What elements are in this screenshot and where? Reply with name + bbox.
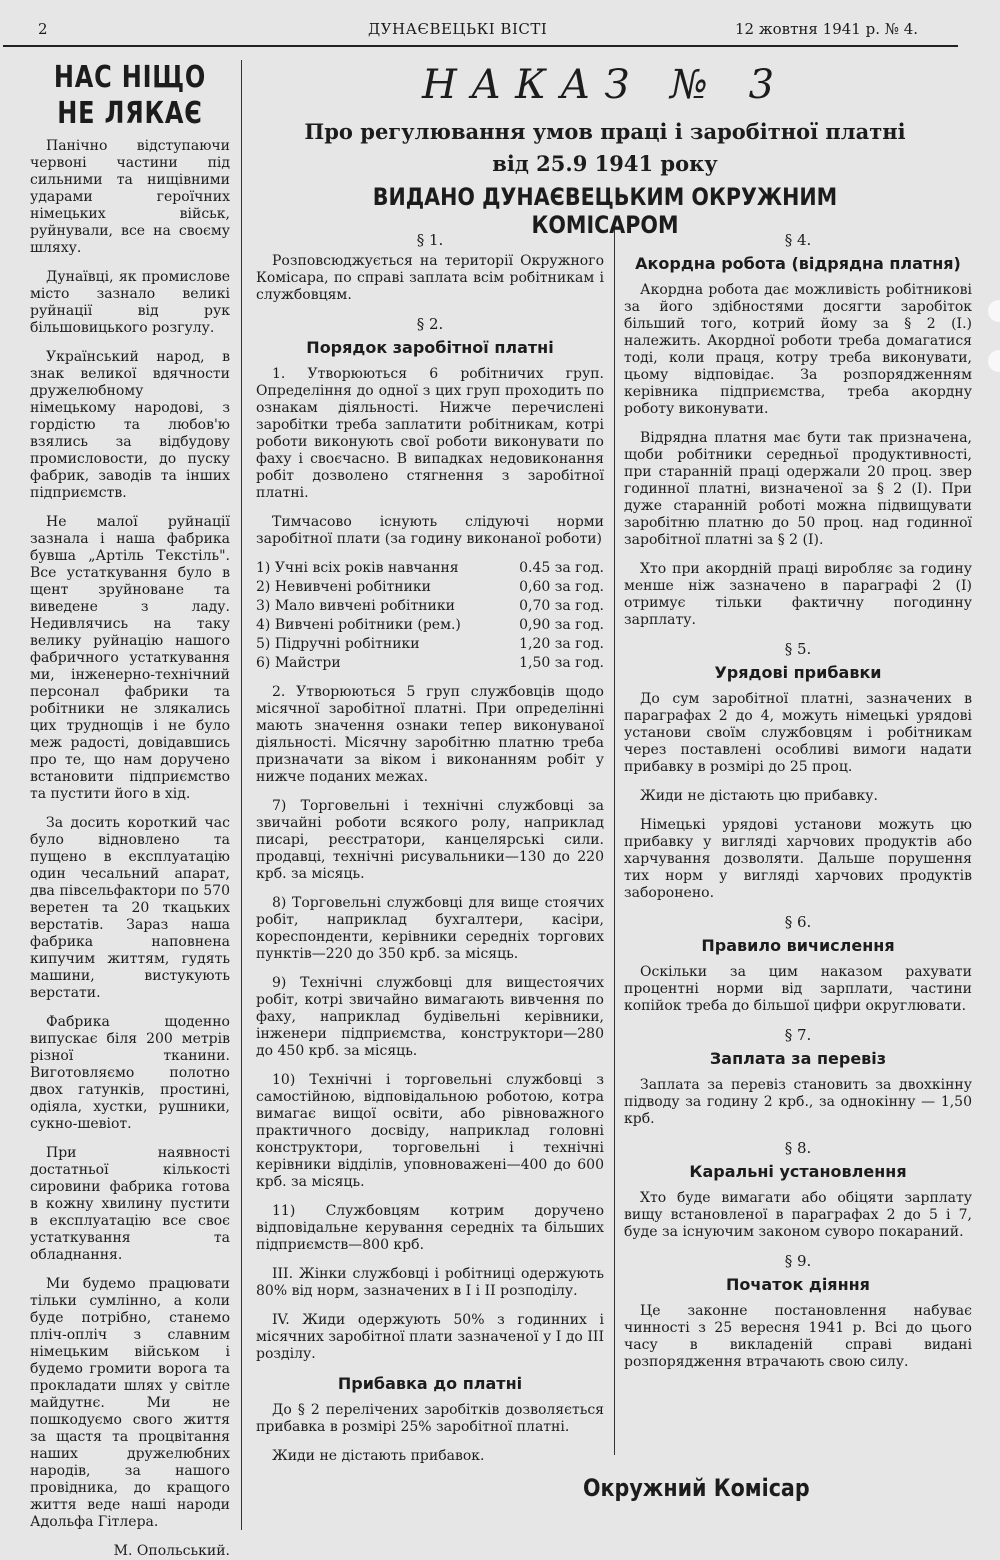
section-text: Оскільки за цим наказом рахувати процентні норми від зарплати, частини копійок треба до більшої цифри округлювати. bbox=[624, 964, 972, 1014]
section-title: Прибавка до платні bbox=[337, 1374, 523, 1393]
order-column-1 bbox=[256, 222, 604, 1477]
table-row bbox=[256, 636, 604, 655]
section-text: 11) Службовцям котрим доручено відповідальне керування середніх та більших підприємств—800 крб. bbox=[256, 1203, 604, 1253]
rate-name: 5) Підручні робітники bbox=[256, 636, 420, 652]
article-column bbox=[30, 60, 230, 1560]
section-text: 2. Утворюються 5 груп службовців щодо місячної заробітної платні. При определінні мають значення ознаки тепер виконуваної діяльності. Місячну заробітню платню треба призначати за віком і виконанням робіт у нижче поданих межах. bbox=[256, 684, 604, 785]
article-paragraph: Дунаївці, як промислове місто зазнало великі руйнації від рук більшовицького розгулу. bbox=[30, 269, 230, 336]
section-label: § 2. bbox=[416, 315, 444, 333]
wage-rates-table bbox=[256, 560, 604, 674]
section-text: Заплата за перевіз становить за двохкінну підводу за годину 2 крб., за однокінну — 1,50 крб. bbox=[624, 1077, 972, 1127]
section-text: Жиди не дістають цю прибавку. bbox=[640, 788, 878, 804]
order-title: НАКАЗ № 3 bbox=[421, 62, 789, 108]
column-divider bbox=[241, 60, 242, 1530]
article-paragraph: Ми будемо працювати тільки сумлінно, а коли буде потрібно, станемо пліч-опліч з славним німецьким військом і будемо громити ворога та прокладати шлях у світле майдутнє. Ми не пошкодуємо свого життя за щастя та процвітання наших дружелюбних народів, за нашого провідника, до кращого життя веде наші народи Адольфа Гітлера. bbox=[30, 1276, 230, 1530]
section-text: Німецькі урядові установи можуть цю прибавку у вигляді харчових продуктів або харчування дозволяти. Дальше порушення тих норм у вигляді харчових продуктів заборонено. bbox=[624, 817, 972, 901]
section-text: До сум заробітної платні, зазначених в параграфах 2 до 4, можуть німецькі урядові установи своїм службовцям і робітникам через поставлені особливі вимоги надати прибавку в розмірі до 25 проц. bbox=[624, 691, 972, 775]
section-label: § 7. bbox=[784, 1026, 812, 1044]
issue-date: 12 жовтня 1941 р. № 4. bbox=[735, 20, 919, 38]
rate-value: 1,50 за год. bbox=[519, 655, 604, 671]
section-text: III. Жінки службовці і робітниці одержують 80% від норм, зазначених в І і ІІ розподілу. bbox=[256, 1266, 604, 1299]
rate-value: 0,60 за год. bbox=[519, 579, 604, 595]
section-title: Порядок заробітної платні bbox=[306, 338, 554, 357]
article-paragraph: За досить короткий час було відновлено та пущено в експлуатацію один чесальний апарат, два півсельфактори по 570 веретен та 20 ткацьких верстатів. Зараз наша фабрика наповнена кипучим життям, гудять машини, вистукують верстати. bbox=[30, 815, 230, 1001]
header-rule bbox=[3, 45, 958, 47]
table-row bbox=[256, 617, 604, 636]
newspaper-name: ДУНАЄВЕЦЬКІ ВІСТІ bbox=[368, 20, 548, 38]
section-label: § 4. bbox=[784, 231, 812, 249]
section-text: Тимчасово існують слідуючі норми заробітної плати (за годину виконаної роботи) bbox=[256, 514, 604, 547]
rate-name: 1) Учні всіх років навчання bbox=[256, 560, 459, 576]
rate-name: 6) Майстри bbox=[256, 655, 341, 671]
section-label: § 1. bbox=[416, 231, 444, 249]
article-author: М. Опольський. bbox=[113, 1543, 230, 1559]
punch-hole bbox=[988, 350, 1000, 372]
order-subtitle-line: Про регулювання умов праці і заробітної платні bbox=[304, 119, 906, 144]
order-signature: Окружний Комісар bbox=[583, 1474, 810, 1502]
section-text: 8) Торговельні службовці для вище стоячих робіт, наприклад бухгалтери, касіри, кореспонденти, керівники середніх торгових пунктів—220 до 350 крб. за місяць. bbox=[256, 895, 604, 962]
rate-value: 0,70 за год. bbox=[519, 598, 604, 614]
article-title: НАС НІЩО НЕ ЛЯКАЄ bbox=[53, 60, 207, 131]
order-subtitle-line: від 25.9 1941 року bbox=[492, 151, 718, 176]
article-paragraph: Фабрика щоденно випускає біля 200 метрів різної тканини. Виготовляємо полотно двох гатунків, простині, одіяла, хустки, рушники, сукно-шевіот. bbox=[30, 1014, 230, 1132]
article-paragraph: Український народ, в знак великої вдячности дружелюбному німецькому народові, з гордістю та любов'ю взялись за відбудову промисловости, до пуску фабрик, заводів та інших підприємств. bbox=[30, 349, 230, 501]
section-text: 9) Технічні службовці для вищестоячих робіт, котрі звичайно вимагають вивчення по фаху, наприклад будівельні керівники, інженери підприємства, конструктори—280 до 450 крб. за місяць. bbox=[256, 975, 604, 1059]
order-column-2 bbox=[624, 222, 972, 1383]
rate-name: 2) Невивчені робітники bbox=[256, 579, 431, 595]
section-title: Початок діяння bbox=[726, 1275, 870, 1294]
section-label: § 8. bbox=[784, 1139, 812, 1157]
section-text: 7) Торговельні і технічні службовці за звичайні роботи всякого ролу, наприклад писарі, реєстратори, канцелярські сили. продавці, технічні рисувальники—130 до 220 крб. за місяць. bbox=[256, 798, 604, 882]
rate-name: 4) Вивчені робітники (рем.) bbox=[256, 617, 461, 633]
section-text: 10) Технічні і торговельні службовці з самостійною, відповідальною роботою, котра вимагає вищої освіти, або рівноважного практичного досвіду, наприклад головні конструктори, торговельні і технічні керівники відділів, уповноважені—400 до 600 крб. за місяць. bbox=[256, 1072, 604, 1190]
section-label: § 9. bbox=[784, 1252, 812, 1270]
column-divider bbox=[614, 225, 615, 1455]
article-paragraph: При наявності достатньої кількості сировини фабрика готова в кожну хвилину пустити в експлуатацію все своє устаткування та обладнання. bbox=[30, 1145, 230, 1263]
rate-value: 0,90 за год. bbox=[519, 617, 604, 633]
article-paragraph: Не малої руйнації зазнала і наша фабрика бувша „Артіль Текстіль". Все устаткування було в щент зруйноване та виведене з ладу. Недивлячись на таку велику руйнацію нашого фабричного устаткування ми, інженерно-технічний персонал фабрики та робітники не злякались цих труднощів і не було меж радості, довідавшись про те, що нам доручено встановити підприємство та пустити його в хід. bbox=[30, 514, 230, 802]
section-text: Це законне постановлення набуває чинності з 25 вересня 1941 р. Всі до цього часу в викладеній справі видані розпорядження втрачають свою силу. bbox=[624, 1303, 972, 1370]
page-header bbox=[0, 20, 960, 44]
section-text: Акордна робота дає можливість робітникові за його здібностями досягти заробіток більший того, котрий йому за § 2 (І.) належить. Акордної роботи треба домагатися тоді, коли праця, котру треба виконувати, цьому відповідає. За розпорядженням керівника підприємства, треба акордну роботу виконувати. bbox=[624, 282, 972, 417]
section-title: Акордна робота (відрядна платня) bbox=[635, 254, 961, 273]
section-text: Відрядна платня має бути так призначена, щоби робітники середньої продуктивності, при старанній праці одержали 20 проц. звер годинної платні, визначеної за § 2 (І). При дуже старанній роботі можна підвищувати заробітню платню до 50 проц. над годинної заробітної платні за § 2 (І). bbox=[624, 430, 972, 548]
section-title: Каральні установлення bbox=[689, 1162, 907, 1181]
order-subtitle bbox=[250, 116, 960, 180]
table-row bbox=[256, 579, 604, 598]
section-label: § 5. bbox=[784, 640, 812, 658]
section-text: Хто буде вимагати або обіцяти зарплату вищу встановленої в параграфах 2 до 5 і 7, буде за існуючим законом суворо покараний. bbox=[624, 1190, 972, 1240]
table-row bbox=[256, 655, 604, 674]
section-text: Розповсюджується на території Окружного Комісара, по справі заплата всім робітникам і службовцям. bbox=[256, 253, 604, 303]
punch-hole bbox=[988, 300, 1000, 322]
page-number: 2 bbox=[38, 20, 48, 38]
table-row bbox=[256, 598, 604, 617]
rate-value: 1,20 за год. bbox=[519, 636, 604, 652]
section-text: 1. Утворюються 6 робітничих груп. Определіння до одної з цих груп проходить по ознакам діяльності. Нижче перечислені заробітки треба заплатити робітникам, котрі роботи виконують свої роботи виконувати по фаху і своєчасно. В випадках недовиконання робіт дозволено стягнення з заробітної платні. bbox=[256, 366, 604, 501]
section-title: Урядові прибавки bbox=[714, 663, 882, 682]
section-text: IV. Жиди одержують 50% з годинних і місячних заробітної плати зазначеної у І до ІІІ розділу. bbox=[256, 1312, 604, 1362]
rate-name: 3) Мало вивчені робітники bbox=[256, 598, 455, 614]
section-text: До § 2 перелічених заробітків дозволяється прибавка в розмірі 25% заробітної платні. bbox=[256, 1402, 604, 1435]
section-title: Правило вичислення bbox=[701, 936, 895, 955]
section-text: Хто при акордній праці виробляє за годину менше ніж зазначено в параграфі 2 (І) отримує тільки фактичну погодинну зарплату. bbox=[624, 561, 972, 628]
article-paragraph: Панічно відступаючи червоні частини під сильними та нищівними ударами героїчних німецьких військ, руйнували, все на своєму шляху. bbox=[30, 138, 230, 256]
section-label: § 6. bbox=[784, 913, 812, 931]
order-issued-by: ВИДАНО ДУНАЄВЕЦЬКИМ ОКРУЖНИМ КОМІСАРОМ bbox=[372, 183, 838, 239]
section-title: Заплата за перевіз bbox=[709, 1049, 887, 1068]
table-row bbox=[256, 560, 604, 579]
rate-value: 0.45 за год. bbox=[519, 560, 604, 576]
section-text: Жиди не дістають прибавок. bbox=[272, 1448, 485, 1464]
